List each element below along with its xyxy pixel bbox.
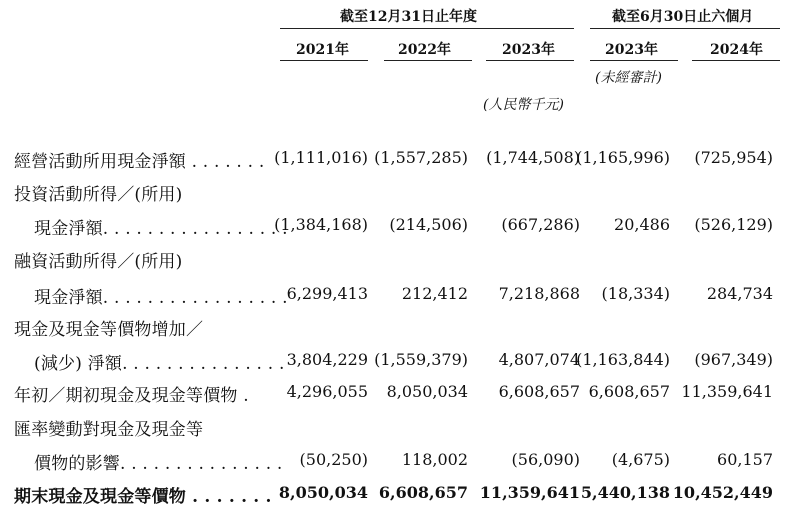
row-value: (1,165,996) xyxy=(576,148,670,167)
row-value: 6,608,657 xyxy=(498,382,580,401)
row-value: (667,286) xyxy=(501,215,580,234)
year-2024-half: 2024年 xyxy=(710,42,763,58)
row-value: 6,299,413 xyxy=(286,284,368,303)
row-label-opening: 年初／期初現金及現金等價物 . xyxy=(14,386,249,406)
row-value: 118,002 xyxy=(401,450,468,469)
row-value: (1,111,016) xyxy=(274,148,368,167)
row-value: (1,384,168) xyxy=(274,215,368,234)
row-label-financing-1: 融資活動所得／(所用) xyxy=(14,252,183,272)
row-value-total: 5,440,138 xyxy=(580,483,670,502)
row-value: (1,557,285) xyxy=(374,148,468,167)
row-value: 7,218,868 xyxy=(498,284,580,303)
row-value: (18,334) xyxy=(601,284,670,303)
row-label-increase-1: 現金及現金等價物增加／ xyxy=(14,320,204,340)
row-value: (526,129) xyxy=(694,215,773,234)
row-value: 20,486 xyxy=(614,215,670,234)
row-value: 11,359,641 xyxy=(681,382,773,401)
row-value: (1,744,508) xyxy=(486,148,580,167)
row-value: (725,954) xyxy=(694,148,773,167)
unaudited-note: (未經審計) xyxy=(595,70,662,86)
row-label-increase-2: (減少) 淨額. . . . . . . . . . . . . . . xyxy=(34,354,285,374)
row-value: 60,157 xyxy=(717,450,773,469)
row-value: 3,804,229 xyxy=(286,350,368,369)
header-rule-half xyxy=(590,28,780,29)
year-rule-4 xyxy=(590,60,678,61)
row-value: 8,050,034 xyxy=(386,382,468,401)
year-2023: 2023年 xyxy=(502,42,555,58)
row-value-total: 11,359,641 xyxy=(479,483,580,502)
row-value: 212,412 xyxy=(401,284,468,303)
year-rule-3 xyxy=(486,60,574,61)
row-label-financing-2: 現金淨額. . . . . . . . . . . . . . . . . xyxy=(34,288,288,308)
row-value-total: 6,608,657 xyxy=(378,483,468,502)
row-label-investing-1: 投資活動所得／(所用) xyxy=(14,185,183,205)
header-rule-year xyxy=(280,28,574,29)
row-value: 284,734 xyxy=(706,284,773,303)
year-2022: 2022年 xyxy=(398,42,451,58)
year-2021: 2021年 xyxy=(296,42,349,58)
header-group-half: 截至6月30日止六個月 xyxy=(612,9,754,25)
row-label-fx-2: 價物的影響. . . . . . . . . . . . . . . xyxy=(34,454,283,474)
row-value-total: 10,452,449 xyxy=(672,483,773,502)
year-2023-half: 2023年 xyxy=(605,42,658,58)
row-label-investing-2: 現金淨額. . . . . . . . . . . . . . . . . xyxy=(34,219,288,239)
year-rule-5 xyxy=(692,60,780,61)
row-value: (50,250) xyxy=(299,450,368,469)
row-value: (56,090) xyxy=(511,450,580,469)
row-value: (4,675) xyxy=(611,450,670,469)
currency-note: (人民幣千元) xyxy=(483,97,564,113)
year-rule-1 xyxy=(280,60,368,61)
header-group-year: 截至12月31日止年度 xyxy=(340,9,477,25)
row-value: 6,608,657 xyxy=(588,382,670,401)
row-value: (1,163,844) xyxy=(576,350,670,369)
row-value: (214,506) xyxy=(389,215,468,234)
row-label-closing: 期末現金及現金等價物 . . . . . . . xyxy=(14,487,272,507)
year-rule-2 xyxy=(384,60,472,61)
row-label-operating: 經營活動所用現金淨額 . . . . . . . xyxy=(14,152,265,172)
row-value-total: 8,050,034 xyxy=(278,483,368,502)
row-value: 4,807,074 xyxy=(498,350,580,369)
row-value: (1,559,379) xyxy=(374,350,468,369)
row-label-fx-1: 匯率變動對現金及現金等 xyxy=(14,420,204,440)
row-value: (967,349) xyxy=(694,350,773,369)
row-value: 4,296,055 xyxy=(286,382,368,401)
